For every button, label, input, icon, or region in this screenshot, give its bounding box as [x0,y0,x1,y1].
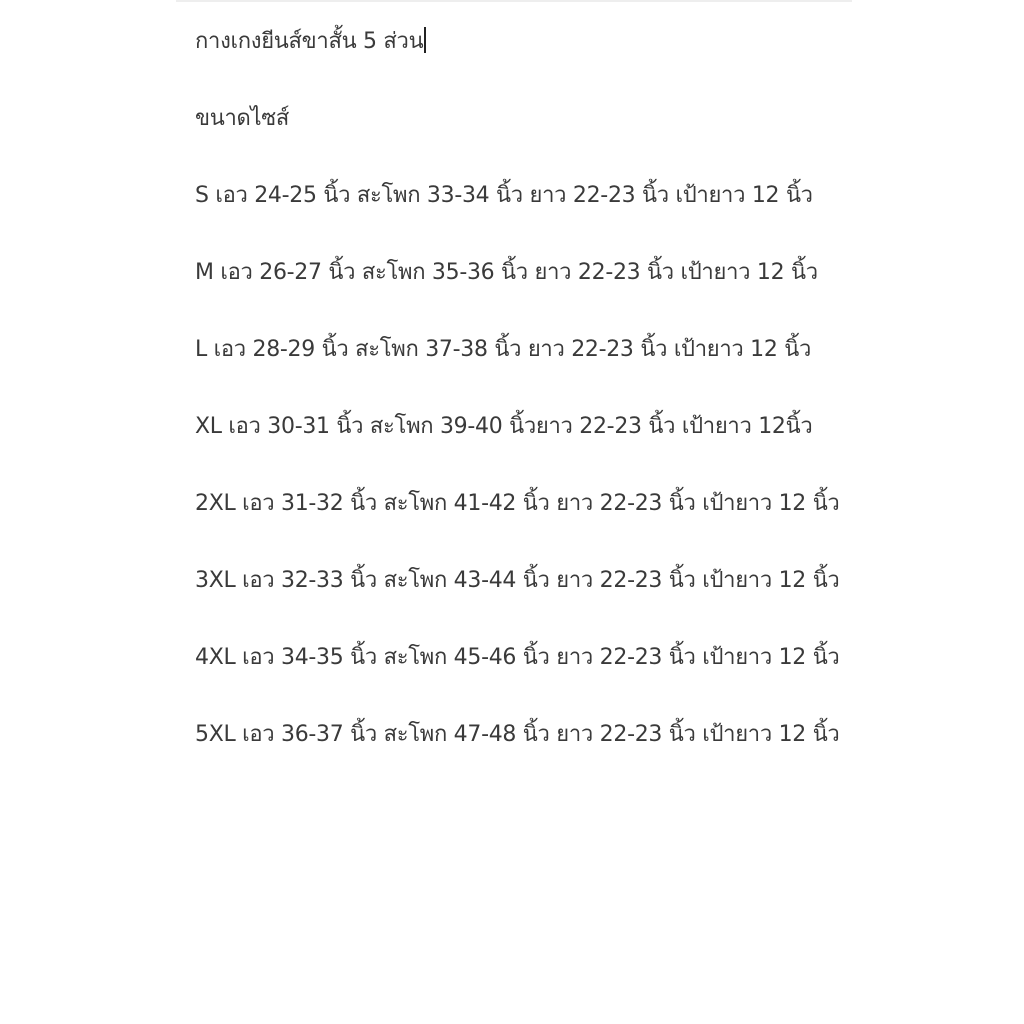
note-title-line[interactable] [195,22,845,61]
note-title-text: กางเกงยีนส์ขาสั้น 5 ส่วน [195,29,424,54]
note-text-editor[interactable] [195,22,845,792]
size-heading: ขนาดไซส์ [195,106,290,131]
top-divider [176,0,852,2]
size-line-4xl: 4XL เอว 34-35 นิ้ว สะโพก 45-46 นิ้ว ยาว 22-23 นิ้ว เป้ายาว 12 นิ้ว [195,645,840,670]
size-line-l: L เอว 28-29 นิ้ว สะโพก 37-38 นิ้ว ยาว 22-23 นิ้ว เป้ายาว 12 นิ้ว [195,337,812,362]
size-line-3xl: 3XL เอว 32-33 นิ้ว สะโพก 43-44 นิ้ว ยาว 22-23 นิ้ว เป้ายาว 12 นิ้ว [195,568,840,593]
text-cursor [424,27,426,53]
size-line-5xl: 5XL เอว 36-37 นิ้ว สะโพก 47-48 นิ้ว ยาว 22-23 นิ้ว เป้ายาว 12 นิ้ว [195,722,840,747]
size-line-s: S เอว 24-25 นิ้ว สะโพก 33-34 นิ้ว ยาว 22-23 นิ้ว เป้ายาว 12 นิ้ว [195,183,813,208]
size-line-2xl: 2XL เอว 31-32 นิ้ว สะโพก 41-42 นิ้ว ยาว 22-23 นิ้ว เป้ายาว 12 นิ้ว [195,491,840,516]
size-line-xl: XL เอว 30-31 นิ้ว สะโพก 39-40 นิ้วยาว 22-23 นิ้ว เป้ายาว 12นิ้ว [195,414,813,439]
size-line-m: M เอว 26-27 นิ้ว สะโพก 35-36 นิ้ว ยาว 22-23 นิ้ว เป้ายาว 12 นิ้ว [195,260,818,285]
